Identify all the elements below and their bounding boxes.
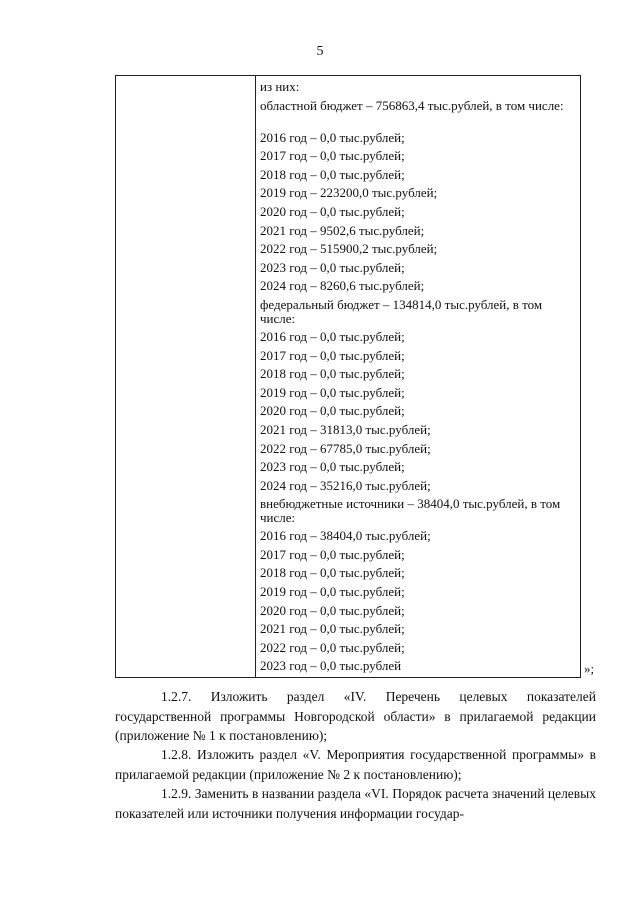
- table-line: 2018 год – 0,0 тыс.рублей;: [260, 166, 405, 182]
- page-number: 5: [316, 44, 324, 59]
- paragraph-text: 1.2.7. Изложить раздел «IV. Перечень целевых показателей государственной программы Новгородской области» в прилагаемой редакции (приложение № 1 к постановлению);: [115, 689, 596, 743]
- table-line: 2020 год – 0,0 тыс.рублей;: [260, 203, 405, 219]
- table-line: 2019 год – 0,0 тыс.рублей;: [260, 584, 405, 600]
- table-line: 2018 год – 0,0 тыс.рублей;: [260, 366, 405, 382]
- table-line: 2017 год – 0,0 тыс.рублей;: [260, 546, 405, 562]
- table-line: 2024 год – 8260,6 тыс.рублей;: [260, 278, 425, 294]
- table-line: 2021 год – 0,0 тыс.рублей;: [260, 621, 405, 637]
- table-line: 2022 год – 515900,2 тыс.рублей;: [260, 241, 438, 257]
- table-line: 2022 год – 67785,0 тыс.рублей;: [260, 440, 431, 456]
- paragraph-1-2-7: [115, 687, 596, 746]
- table-line: 2020 год – 0,0 тыс.рублей;: [260, 403, 405, 419]
- table-line: 2023 год – 0,0 тыс.рублей;: [260, 259, 405, 275]
- table-line: 2021 год – 31813,0 тыс.рублей;: [260, 421, 431, 437]
- funding-table: [115, 75, 581, 678]
- table-line: 2023 год – 0,0 тыс.рублей: [260, 658, 402, 674]
- table-line: 2016 год – 0,0 тыс.рублей;: [260, 328, 405, 344]
- table-line: 2024 год – 35216,0 тыс.рублей;: [260, 477, 431, 493]
- table-line: 2016 год – 0,0 тыс.рублей;: [260, 129, 405, 145]
- funding-cell: [260, 80, 574, 678]
- paragraph-text: 1.2.8. Изложить раздел «V. Мероприятия государственной программы» в прилагаемой редакции (приложение № 2 к постановлению);: [115, 747, 596, 782]
- table-line: 2023 год – 0,0 тыс.рублей;: [260, 459, 405, 475]
- table-line: 2022 год – 0,0 тыс.рублей;: [260, 639, 405, 655]
- table-line-federal-total: федеральный бюджет – 134814,0 тыс.рублей, в том числе:: [260, 296, 543, 326]
- paragraph-1-2-9: [115, 784, 596, 823]
- table-line-offbudget-total: внебюджетные источники – 38404,0 тыс.рублей, в том числе:: [260, 496, 561, 526]
- table-line: 2021 год – 9502,6 тыс.рублей;: [260, 222, 425, 238]
- column-divider: [255, 76, 256, 677]
- table-line: 2019 год – 223200,0 тыс.рублей;: [260, 185, 438, 201]
- table-line-regional-total: областной бюджет – 756863,4 тыс.рублей, в том числе:: [260, 97, 564, 113]
- table-line: 2017 год – 0,0 тыс.рублей;: [260, 347, 405, 363]
- table-line: 2020 год – 0,0 тыс.рублей;: [260, 602, 405, 618]
- table-line: 2019 год – 0,0 тыс.рублей;: [260, 384, 405, 400]
- paragraph-1-2-8: [115, 745, 596, 784]
- table-line: 2018 год – 0,0 тыс.рублей;: [260, 565, 405, 581]
- table-line: 2017 год – 0,0 тыс.рублей;: [260, 148, 405, 164]
- table-line: из них:: [260, 79, 300, 94]
- table-closing-quote: »;: [584, 661, 595, 676]
- paragraph-text: 1.2.9. Заменить в названии раздела «VI. Порядок расчета значений целевых показателей или источники получения информации государ-: [115, 786, 596, 821]
- table-line: 2016 год – 38404,0 тыс.рублей;: [260, 528, 431, 544]
